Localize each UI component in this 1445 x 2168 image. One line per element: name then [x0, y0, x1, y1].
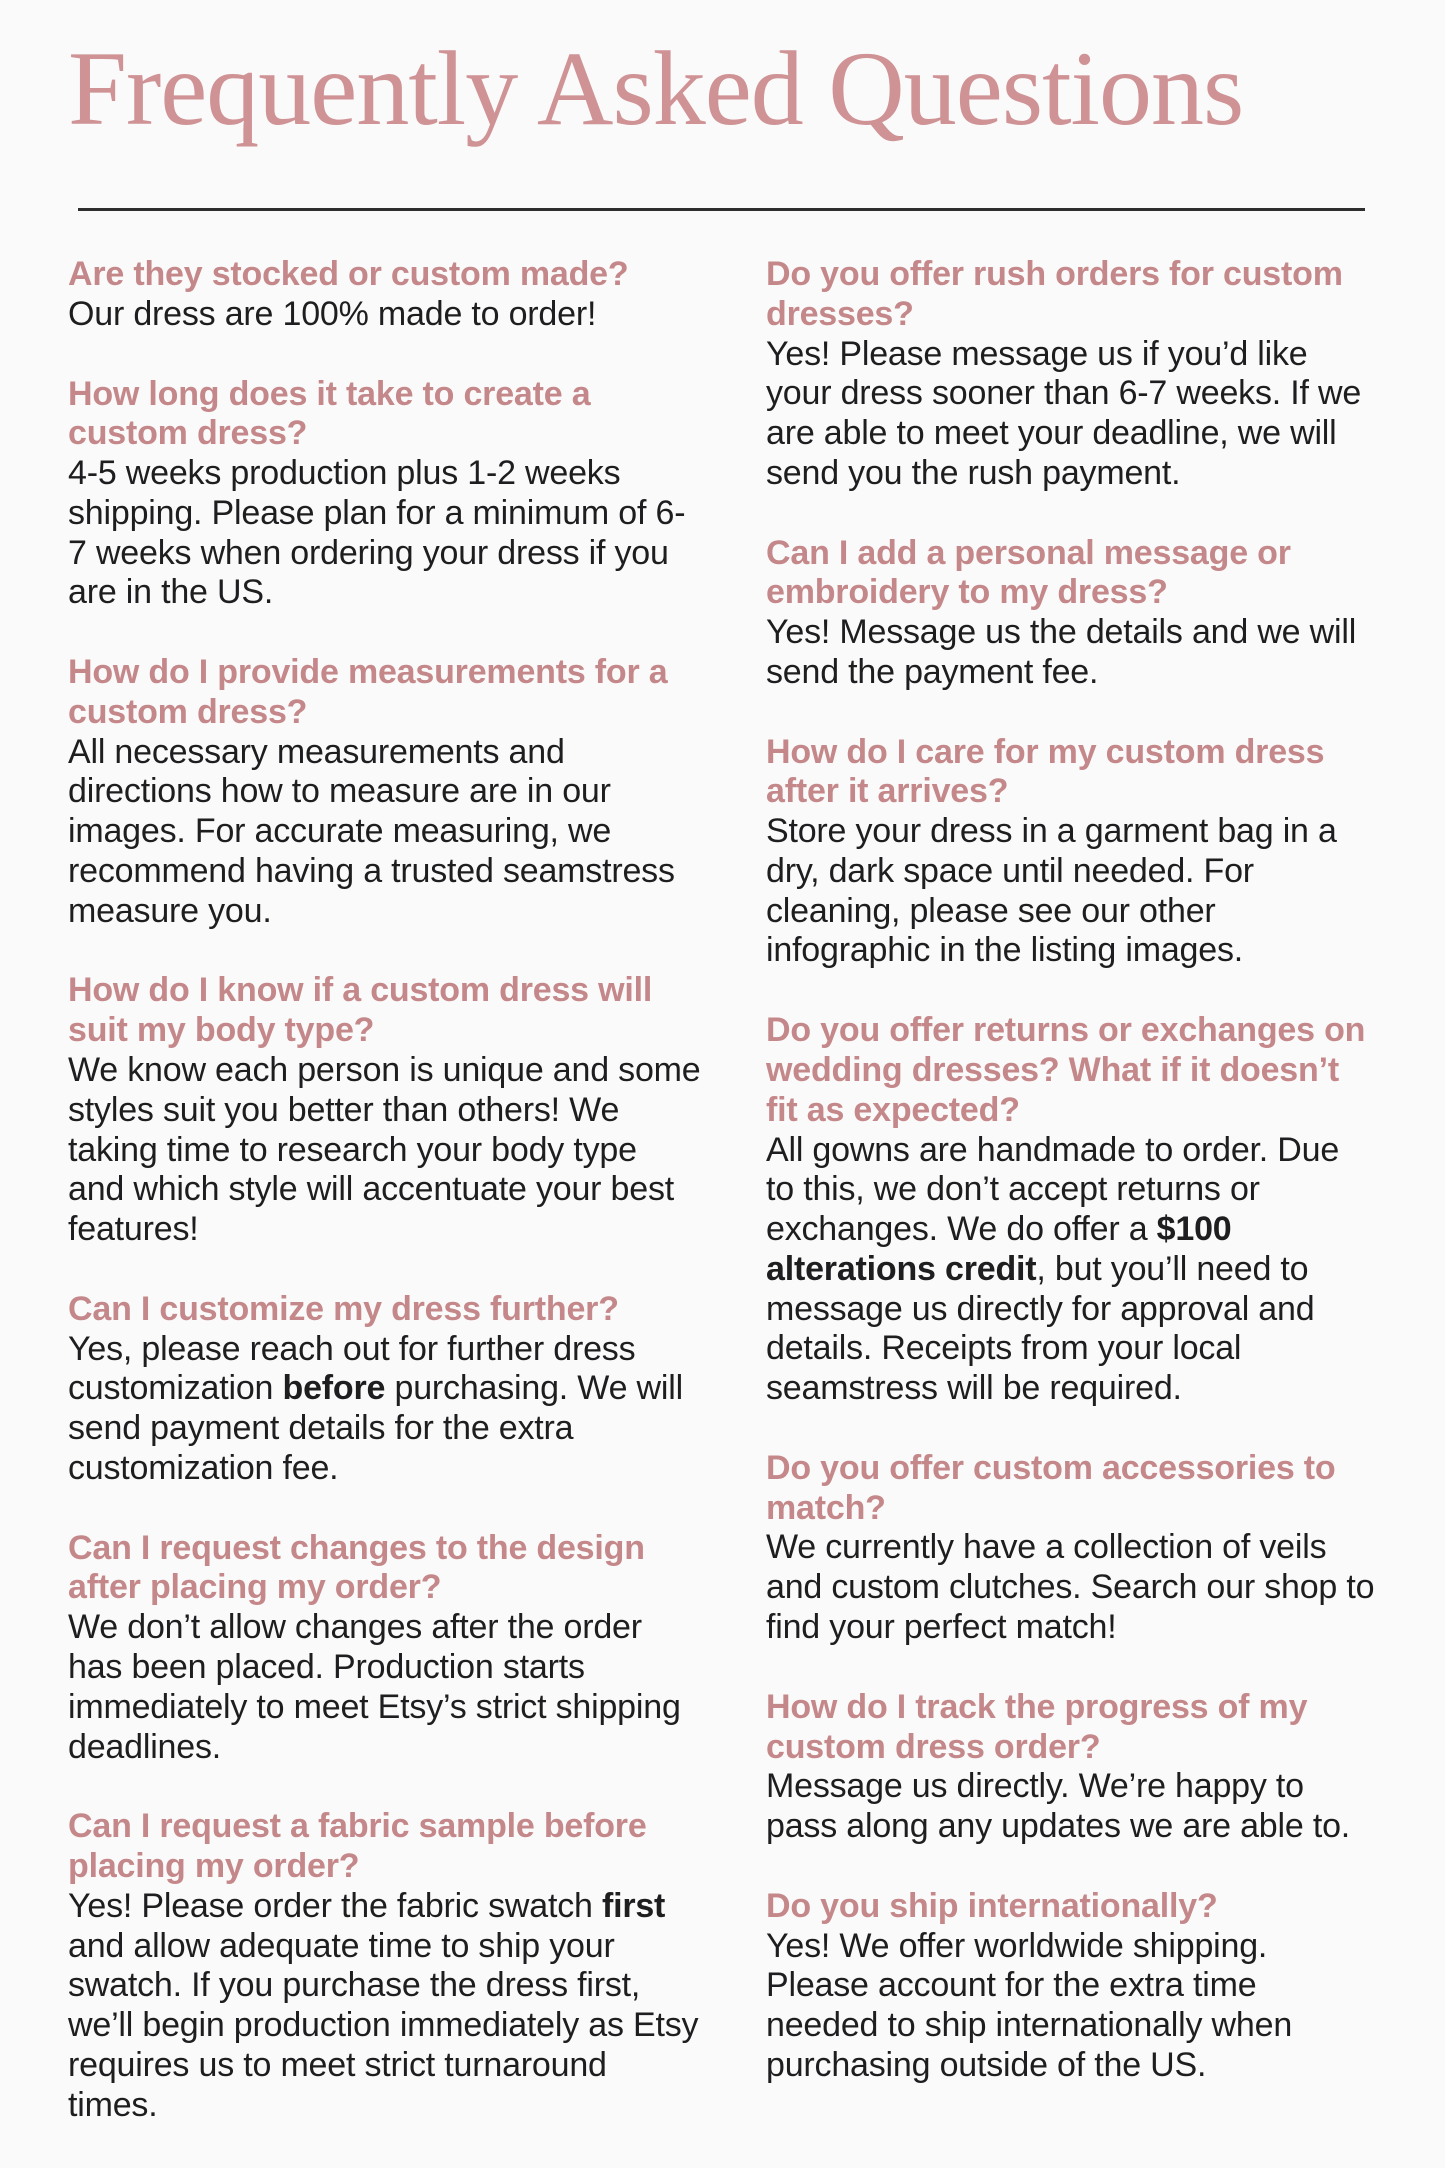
faq-question: Are they stocked or custom made?	[68, 255, 629, 293]
faq-answer: Yes! We offer worldwide shipping. Please account for the extra time needed to ship internationally when purchasing outside of the US.	[766, 1926, 1293, 2084]
faq-question: How do I provide measurements for a custom dress?	[68, 653, 668, 731]
faq-question: How do I track the progress of my custom dress order?	[766, 1687, 1308, 1766]
faq-columns	[68, 255, 1375, 2165]
faq-item	[766, 1887, 1375, 2086]
faq-item	[766, 255, 1375, 494]
faq-item	[766, 1688, 1375, 1847]
faq-answer: All necessary measurements and directions how to measure are in our images. For accurate measuring, we recommend having a trusted seamstress measure you.	[68, 732, 675, 930]
faq-item	[766, 1449, 1375, 1648]
faq-answer: Yes! Message us the details and we will send the payment fee.	[766, 613, 1357, 691]
faq-answer: Store your dress in a garment bag in a dry, dark space until needed. For cleaning, please see our other infographic in the listing images.	[766, 812, 1337, 970]
faq-question: Can I request changes to the design after placing my order?	[68, 1528, 645, 1607]
faq-column-left	[68, 255, 702, 2165]
faq-question: Do you offer custom accessories to match?	[766, 1448, 1336, 1527]
faq-question: How do I care for my custom dress after it arrives?	[766, 732, 1325, 811]
faq-item	[766, 534, 1375, 693]
faq-answer: Our dress are 100% made to order!	[68, 294, 597, 333]
faq-item	[68, 255, 702, 335]
faq-item	[68, 375, 702, 614]
faq-answer: Yes, please reach out for further dress customization before purchasing. We will send payment details for the extra customization fee.	[68, 1329, 683, 1487]
faq-item	[766, 733, 1375, 972]
faq-question: Do you offer rush orders for custom dresses?	[766, 255, 1343, 333]
faq-question: Do you ship internationally?	[766, 1886, 1218, 1925]
faq-answer: We know each person is unique and some styles suit you better than others! We taking time to research your body type and which style will accentuate your best features!	[68, 1051, 701, 1249]
faq-answer: Yes! Please order the fabric swatch first and allow adequate time to ship your swatch. If you purchase the dress first, we’ll begin production immediately as Etsy requires us to meet strict turnaround times.	[68, 1886, 699, 2124]
faq-item	[766, 1011, 1375, 1409]
faq-question: Do you offer returns or exchanges on wedding dresses? What if it doesn’t fit as expected?	[766, 1011, 1366, 1129]
title-divider	[78, 208, 1365, 211]
faq-item	[68, 1807, 702, 2125]
page-title: Frequently Asked Questions	[68, 30, 1244, 147]
faq-answer: All gowns are handmade to order. Due to this, we don’t accept returns or exchanges. We do offer a $100 alterations credit, but you’ll need to message us directly for approval and details. Receipts from your local seamstress will be required.	[766, 1130, 1340, 1408]
faq-item	[68, 1290, 702, 1489]
faq-answer: 4-5 weeks production plus 1-2 weeks shipping. Please plan for a minimum of 6-7 weeks when ordering your dress if you are in the US.	[68, 454, 686, 612]
faq-answer: Message us directly. We’re happy to pass along any updates we are able to.	[766, 1767, 1351, 1846]
faq-answer: We don’t allow changes after the order has been placed. Production starts immediately to meet Etsy’s strict shipping deadlines.	[68, 1608, 681, 1766]
faq-item	[68, 971, 702, 1249]
faq-answer: We currently have a collection of veils and custom clutches. Search our shop to find your perfect match!	[766, 1528, 1375, 1646]
faq-question: Can I request a fabric sample before placing my order?	[68, 1807, 647, 1886]
faq-question: How do I know if a custom dress will suit my body type?	[68, 971, 653, 1050]
faq-item	[68, 653, 702, 931]
faq-question: Can I add a personal message or embroidery to my dress?	[766, 533, 1291, 612]
faq-item	[68, 1529, 702, 1768]
faq-question: Can I customize my dress further?	[68, 1289, 619, 1328]
faq-answer: Yes! Please message us if you’d like your dress sooner than 6-7 weeks. If we are able to meet your deadline, we will send you the rush payment.	[766, 334, 1362, 492]
faq-question: How long does it take to create a custom dress?	[68, 374, 591, 453]
faq-column-right	[766, 255, 1375, 2165]
